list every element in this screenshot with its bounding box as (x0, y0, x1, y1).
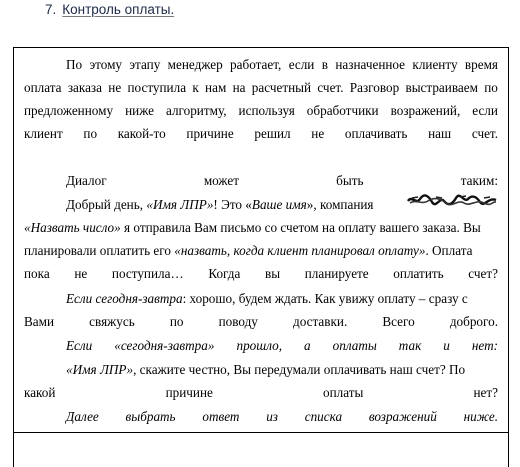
p5-line-1: «Имя ЛПР» , скажите честно, Вы передумали оплачивать наш счет? По (66, 362, 466, 377)
greeting-line: Добрый день, «Имя ЛПР» ! Это « Ваше имя », компания (24, 193, 498, 216)
section-heading (45, 2, 174, 17)
p2-line-1: «Назвать число» я отправила Вам письмо со счетом на оплату вашего заказа. Вы (24, 220, 481, 235)
p3-paragraph (24, 287, 498, 333)
p2-line-3: пока не поступила… Когда вы планируете оплатить счет? (24, 266, 498, 281)
p5-line-2: какой причине оплаты нет? (24, 385, 498, 400)
intro-line-3: предложенному ниже алгоритму, используя обработчики возражений, если (24, 103, 498, 118)
p3-line-1: Если сегодня-завтра : хорошо, будем ждать. Как увижу оплату – сразу с (66, 291, 468, 306)
dialog-intro-text: Диалог может быть таким: (66, 173, 498, 188)
p3-line-2: Вами свяжусь по поводу доставки. Всего доброго. (24, 314, 498, 329)
p4-paragraph (24, 334, 498, 357)
intro-line-4: клиент по какой-то причине решил не оплачивать наш счет. (24, 126, 498, 141)
dialog-intro (24, 169, 498, 192)
intro-paragraph (24, 53, 498, 145)
p6-paragraph (24, 405, 498, 428)
p5-paragraph (24, 358, 498, 404)
section-title: Контроль оплаты. (62, 2, 175, 17)
p6-text: Далее выбрать ответ из списка возражений ниже. (66, 409, 498, 424)
frame-divider (14, 432, 508, 433)
p4-text: Если «сегодня-завтра» прошло, а оплаты так и нет: (66, 338, 498, 353)
greeting-paragraph (24, 193, 498, 285)
redacted-company-scribble (406, 193, 498, 207)
intro-line-1: По этому этапу менеджер работает, если в назначенное клиенту время (66, 57, 498, 72)
section-number: 7. (45, 2, 57, 17)
p2-line-2: планировали оплатить его «назвать, когда клиент планировал оплату» . Оплата (24, 243, 473, 258)
intro-line-2: оплата заказа не поступила к нам на расчетный счет. Разговор выстраиваем по (24, 80, 498, 95)
